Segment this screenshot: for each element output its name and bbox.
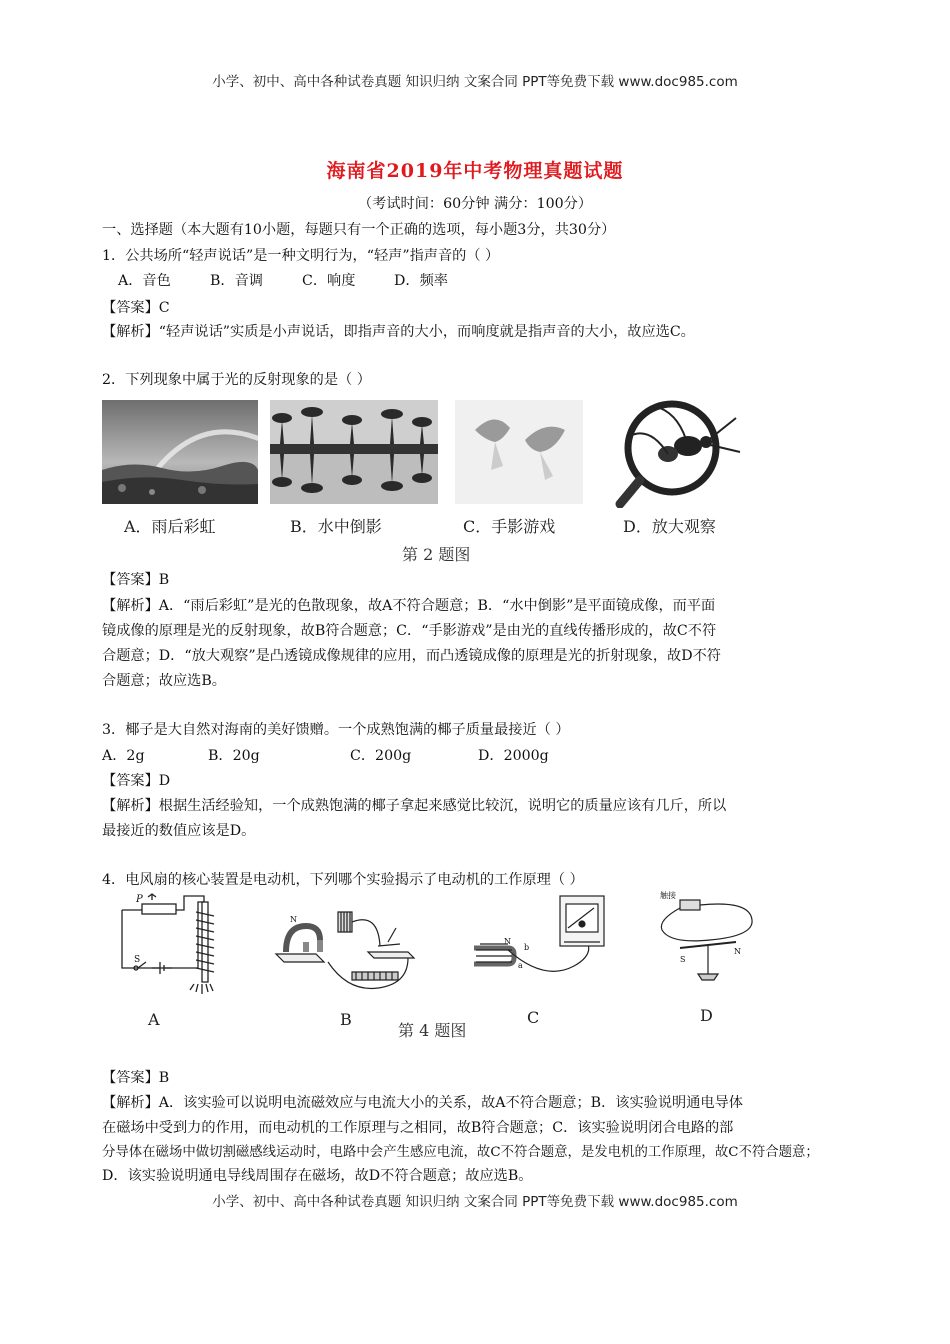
q1-stem: 1．公共场所“轻声说话”是一种文明行为，“轻声”指声音的（ ） (102, 248, 500, 264)
q4-label-b: B (340, 1010, 352, 1029)
q2-stem: 2．下列现象中属于光的反射现象的是（ ） (102, 372, 371, 388)
q4-figure-title: 第 4 题图 (398, 1021, 467, 1040)
q3-option-d: D．2000g (478, 748, 549, 764)
q4-label-a: A (148, 1010, 160, 1029)
q1-option-a: A．音色 (118, 273, 171, 289)
label-p: P (136, 894, 143, 905)
q2-answer: 【答案】B (102, 572, 170, 588)
q3-analysis-line-2: 最接近的数值应该是D。 (102, 823, 256, 839)
q2-caption-c: C．手影游戏 (463, 517, 556, 536)
label-n-c: N (504, 937, 511, 946)
q2-analysis-line-3: 合题意；D．“放大观察”是凸透镜成像规律的应用，而凸透镜成像的原理是光的折射现象，故D不符 (102, 648, 721, 664)
q3-analysis-line-1: 【解析】根据生活经验知，一个成熟饱满的椰子拿起来感觉比较沉，说明它的质量应该有几斤，所以 (102, 798, 727, 814)
page-footer: 小学、初中、高中各种试卷真题 知识归纳 文案合同 PPT等免费下载 www.doc985.com (212, 1194, 738, 1210)
section-heading: 一、选择题（本大题有10小题，每题只有一个正确的选项，每小题3分，共30分） (102, 222, 616, 238)
electromagnet-circuit-diagram (112, 892, 224, 1004)
label-s: S (134, 955, 141, 965)
q3-answer: 【答案】D (102, 773, 171, 789)
q4-answer: 【答案】B (102, 1070, 170, 1086)
water-reflection-photo (270, 400, 438, 504)
q1-analysis: 【解析】“轻声说话”实质是小声说话，即指声音的大小，而响度就是指声音的大小，故应选C。 (102, 324, 695, 340)
page-header: 小学、初中、高中各种试卷真题 知识归纳 文案合同 PPT等免费下载 www.doc985.com (212, 74, 738, 90)
q1-option-d: D．频率 (394, 273, 448, 289)
q3-options (102, 746, 862, 766)
q1-options (118, 271, 878, 291)
label-n: N (290, 915, 297, 924)
label-a: a (518, 961, 523, 970)
q4-label-d: D (700, 1006, 713, 1025)
hand-shadow-photo (455, 400, 583, 504)
q4-label-c: C (527, 1008, 540, 1027)
motor-principle-diagram (268, 892, 418, 1004)
generator-principle-diagram (464, 892, 614, 1004)
q3-option-b: B．20g (208, 748, 260, 764)
q2-figure-title: 第 2 题图 (402, 545, 471, 564)
q3-option-a: A．2g (102, 748, 145, 764)
q2-caption-b: B．水中倒影 (290, 517, 382, 536)
q4-analysis-line-3: 分导体在磁场中做切割磁感线运动时，电路中会产生感应电流，故C不符合题意，是发电机的工作原理，故C不符合题意； (102, 1145, 819, 1160)
q2-analysis-line-2: 镜成像的原理是光的反射现象，故B符合题意；C．“手影游戏”是由光的直线传播形成的，故C不符 (102, 623, 717, 639)
exam-info: （考试时间：60分钟 满分：100分） (357, 196, 593, 212)
q2-caption-d: D．放大观察 (623, 517, 716, 536)
q2-analysis-line-1: 【解析】A．“雨后彩虹”是光的色散现象，故A不符合题意；B．“水中倒影”是平面镜成像，而平面 (102, 598, 716, 614)
q4-stem: 4．电风扇的核心装置是电动机，下列哪个实验揭示了电动机的工作原理（ ） (102, 872, 584, 888)
q3-stem: 3．椰子是大自然对海南的美好馈赠。一个成熟饱满的椰子质量最接近（ ） (102, 722, 570, 738)
q1-option-c: C．响度 (302, 273, 356, 289)
q2-caption-a: A．雨后彩虹 (124, 517, 216, 536)
label-n-d: N (734, 947, 741, 956)
q4-analysis-line-4: D．该实验说明通电导线周围存在磁场，故D不符合题意；故应选B。 (102, 1168, 533, 1184)
q1-option-b: B．音调 (210, 273, 263, 289)
rainbow-photo (102, 400, 258, 504)
document-title: 海南省2019年中考物理真题试题 (326, 160, 624, 182)
label-touch: 触接 (660, 891, 676, 900)
q1-answer: 【答案】C (102, 300, 170, 316)
q4-analysis-line-2: 在磁场中受到力的作用，而电动机的工作原理与之相同，故B符合题意；C．该实验说明闭合电路的部 (102, 1120, 734, 1136)
label-b: b (524, 943, 530, 952)
q3-option-c: C．200g (350, 748, 412, 764)
magnifier-photo (610, 396, 750, 508)
label-s-d: S (680, 955, 686, 964)
q4-analysis-line-1: 【解析】A．该实验可以说明电流磁效应与电流大小的关系，故A不符合题意；B．该实验说明通电导体 (102, 1095, 743, 1111)
oersted-experiment-diagram (650, 890, 760, 1002)
q2-analysis-line-4: 合题意；故应选B。 (102, 673, 226, 689)
